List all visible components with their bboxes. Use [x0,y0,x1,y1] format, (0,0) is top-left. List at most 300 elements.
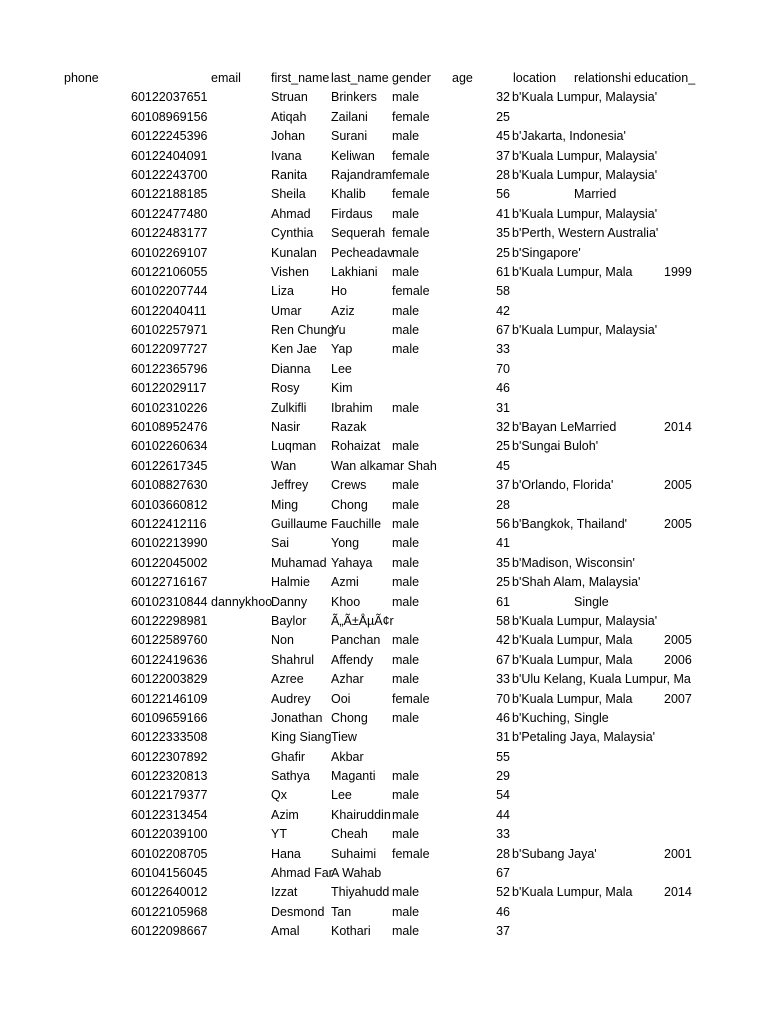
table-row [0,321,768,340]
cell-education: 2005 [664,633,692,648]
cell-phone: 60102257971 [131,323,208,338]
cell-email [211,127,271,146]
cell-gender: male [392,90,420,105]
cell-email [211,185,271,204]
table-row [0,786,768,805]
cell-email [211,786,271,805]
cell-education [634,244,726,263]
cell-gender: male [392,264,420,279]
cell-relationship [574,360,634,379]
cell-email [211,534,271,553]
header-phone: phone [64,71,99,85]
cell-gender: male [392,652,420,667]
cell-first-name: Ranita [271,167,308,182]
table-row [0,302,768,321]
cell-last-name: Azmi [331,575,359,590]
cell-first-name: Dianna [271,361,311,376]
table-row [0,806,768,825]
cell-age: 32 [496,420,510,435]
cell-age: 61 [496,264,510,279]
cell-last-name: Rohaizat [331,439,381,454]
cell-location: b'Kuching, [512,710,570,725]
cell-last-name: Ooi [331,691,351,706]
cell-last-name: Khalib [331,187,366,202]
cell-last-name: Kim [331,381,353,396]
cell-gender: male [392,904,420,919]
cell-gender: female [392,109,430,124]
cell-education [634,302,726,321]
table-row [0,728,768,747]
cell-email [211,883,271,902]
cell-relationship [574,670,634,689]
cell-location: b'Kuala Lumpur, Malaysia' [512,167,658,182]
cell-age: 37 [496,924,510,939]
cell-gender [392,360,452,379]
cell-phone: 60102269107 [131,245,208,260]
table-row [0,612,768,631]
cell-first-name: Danny [271,594,308,609]
cell-phone: 60122419636 [131,652,208,667]
cell-education [634,806,726,825]
cell-relationship [574,399,634,418]
cell-location: b'Bayan Le [512,420,575,435]
cell-gender: male [392,827,420,842]
cell-email [211,166,271,185]
cell-gender: male [392,303,420,318]
table-row [0,88,768,107]
table-row [0,631,768,650]
cell-relationship [574,825,634,844]
cell-gender: male [392,439,420,454]
table-row [0,166,768,185]
header-last-name: last_name [331,71,389,85]
cell-email [211,651,271,670]
cell-first-name: Vishen [271,264,309,279]
cell-phone: 60122483177 [131,226,208,241]
cell-location: b'Kuala Lumpur, Malaysia' [512,323,658,338]
cell-age: 41 [496,536,510,551]
cell-last-name: Razak [331,420,367,435]
cell-first-name: Ahmad Far [271,866,333,881]
cell-phone: 60122243700 [131,167,208,182]
cell-phone: 60122245396 [131,129,208,144]
cell-relationship: Married [574,420,617,435]
cell-phone: 60122098667 [131,924,208,939]
cell-relationship [574,864,634,883]
cell-email [211,825,271,844]
cell-gender: male [392,807,420,822]
cell-first-name: YT [271,827,287,842]
cell-gender: male [392,129,420,144]
table-row [0,340,768,359]
cell-relationship [574,631,634,650]
cell-relationship [574,127,634,146]
cell-last-name: Cheah [331,827,368,842]
cell-gender [392,728,452,747]
cell-relationship [574,108,634,127]
cell-email [211,922,271,941]
cell-age: 28 [496,497,510,512]
cell-phone: 60122037651 [131,90,208,105]
cell-gender: male [392,633,420,648]
cell-email [211,554,271,573]
cell-location: b'Orlando, Florida' [512,478,614,493]
cell-education [634,593,726,612]
cell-relationship [574,554,634,573]
cell-first-name: Kunalan [271,245,317,260]
cell-last-name: Tan [331,904,352,919]
cell-last-name: Surani [331,129,368,144]
cell-relationship [574,651,634,670]
header-education: education_ [634,71,696,85]
cell-gender: male [392,342,420,357]
header-age: age [452,71,473,85]
cell-last-name: Affendy [331,652,374,667]
cell-last-name: Maganti [331,769,376,784]
cell-last-name: Firdaus [331,206,373,221]
cell-first-name: Umar [271,303,302,318]
cell-education: 2014 [664,420,692,435]
cell-education [634,127,726,146]
cell-phone: 60108969156 [131,109,208,124]
cell-relationship [574,457,634,476]
cell-relationship [574,379,634,398]
table-body [0,88,768,941]
cell-last-name: Kothari [331,924,371,939]
cell-relationship [574,205,634,224]
cell-email [211,321,271,340]
cell-location: b'Bangkok, Thailand' [512,516,628,531]
cell-age: 33 [496,827,510,842]
cell-education [634,360,726,379]
cell-first-name: Sai [271,536,290,551]
cell-age: 67 [496,866,510,881]
cell-education [634,340,726,359]
cell-email [211,845,271,864]
cell-first-name: Wan [271,458,297,473]
cell-first-name: Liza [271,284,294,299]
cell-email [211,224,271,243]
cell-education [634,922,726,941]
table-row [0,903,768,922]
cell-gender [392,379,452,398]
cell-first-name: Guillaume [271,516,328,531]
cell-phone: 60102213990 [131,536,208,551]
cell-relationship [574,728,634,747]
cell-last-name: Pecheadav [331,245,394,260]
cell-relationship [574,496,634,515]
cell-first-name: Jonathan [271,710,323,725]
cell-last-name: Lee [331,788,352,803]
cell-education [634,205,726,224]
cell-gender [392,457,452,476]
cell-relationship [574,612,634,631]
cell-last-name: Khairuddin [331,807,391,822]
cell-phone: 60122333508 [131,730,208,745]
cell-email [211,515,271,534]
table-row [0,360,768,379]
table-row [0,185,768,204]
cell-phone: 60122716167 [131,575,208,590]
cell-age: 25 [496,245,510,260]
table-row [0,922,768,941]
cell-age: 54 [496,788,510,803]
cell-phone: 60122298981 [131,613,208,628]
cell-first-name: Ming [271,497,299,512]
cell-last-name: Suhaimi [331,846,377,861]
cell-gender: male [392,924,420,939]
table-row [0,205,768,224]
cell-gender [392,418,452,437]
cell-last-name: Chong [331,710,368,725]
cell-education [634,825,726,844]
cell-location: b'Petaling Jaya, Malaysia' [512,730,656,745]
cell-first-name: Ahmad [271,206,311,221]
cell-last-name: Panchan [331,633,381,648]
table-row [0,147,768,166]
cell-phone: 60122105968 [131,904,208,919]
cell-first-name: Qx [271,788,287,803]
cell-last-name: Ã„Ã±ÅµÃ¢r [331,613,394,628]
cell-first-name: Halmie [271,575,310,590]
cell-age: 41 [496,206,510,221]
cell-last-name: Thiyahudd [331,885,390,900]
cell-age: 55 [496,749,510,764]
table-row [0,767,768,786]
cell-age: 42 [496,633,510,648]
cell-email [211,806,271,825]
table-row [0,845,768,864]
cell-relationship [574,883,634,902]
cell-education [634,903,726,922]
cell-education: 1999 [664,264,692,279]
cell-phone: 60122003829 [131,672,208,687]
cell-relationship [574,515,634,534]
cell-age: 70 [496,691,510,706]
cell-first-name: Azim [271,807,299,822]
cell-age: 28 [496,167,510,182]
cell-location: b'Kuala Lumpur, Mala [512,885,633,900]
cell-education [634,554,726,573]
cell-education [634,767,726,786]
cell-age: 37 [496,148,510,163]
cell-last-name: Crews [331,478,367,493]
cell-age: 58 [496,613,510,628]
cell-relationship [574,690,634,709]
cell-location: b'Shah Alam, Malaysia' [512,575,641,590]
cell-education [634,88,726,107]
cell-location: b'Ulu Kelang, Kuala Lumpur, Ma [512,672,691,687]
cell-age: 45 [496,129,510,144]
cell-phone: 60103660812 [131,497,208,512]
cell-first-name: Azree [271,672,304,687]
cell-phone: 60104156045 [131,866,208,881]
cell-first-name: Jeffrey [271,478,309,493]
cell-email [211,709,271,728]
cell-first-name: Muhamad [271,555,327,570]
cell-gender [392,612,452,631]
cell-phone: 60122097727 [131,342,208,357]
table-row [0,709,768,728]
table-row [0,399,768,418]
cell-gender: male [392,788,420,803]
table-row [0,534,768,553]
cell-relationship [574,922,634,941]
cell-last-name: Yahaya [331,555,373,570]
cell-relationship [574,224,634,243]
cell-first-name: Atiqah [271,109,307,124]
cell-first-name: Luqman [271,439,317,454]
cell-relationship [574,573,634,592]
table-row [0,418,768,437]
cell-age: 45 [496,458,510,473]
cell-gender [392,864,452,883]
cell-education [634,108,726,127]
cell-education: 2005 [664,478,692,493]
cell-first-name: Hana [271,846,301,861]
table-row [0,515,768,534]
cell-relationship [574,437,634,456]
cell-gender: male [392,594,420,609]
cell-first-name: Ken Jae [271,342,317,357]
cell-phone: 60122589760 [131,633,208,648]
cell-email [211,379,271,398]
cell-last-name: A Wahab [331,866,382,881]
cell-relationship [574,302,634,321]
cell-email [211,399,271,418]
cell-relationship [574,476,634,495]
cell-phone: 60108827630 [131,478,208,493]
cell-education: 2014 [664,885,692,900]
cell-education [634,864,726,883]
cell-email [211,282,271,301]
table-row [0,282,768,301]
cell-location: b'Subang Jaya' [512,846,597,861]
cell-first-name: Sathya [271,769,310,784]
cell-age: 61 [496,594,510,609]
header-location: location [513,71,557,85]
cell-phone: 60122188185 [131,187,208,202]
table-row [0,825,768,844]
cell-first-name: Baylor [271,613,307,628]
cell-gender: male [392,536,420,551]
table-row [0,593,768,612]
cell-location: b'Kuala Lumpur, Mala [512,652,633,667]
cell-education [634,185,726,204]
cell-relationship [574,845,634,864]
cell-first-name: Struan [271,90,308,105]
cell-email [211,728,271,747]
cell-phone: 60102207744 [131,284,208,299]
cell-last-name: Yu [331,323,346,338]
cell-first-name: Ivana [271,148,302,163]
cell-gender: male [392,516,420,531]
cell-age: 67 [496,323,510,338]
spreadsheet-page [0,69,768,942]
cell-first-name: Cynthia [271,226,314,241]
table-row [0,108,768,127]
cell-phone: 60122039100 [131,827,208,842]
cell-education [634,728,726,747]
cell-relationship [574,282,634,301]
cell-age: 35 [496,226,510,241]
cell-email [211,748,271,767]
cell-phone: 60122106055 [131,264,208,279]
cell-gender: male [392,885,420,900]
cell-phone: 60102310844 [131,594,208,609]
cell-gender: female [392,148,430,163]
cell-first-name: Izzat [271,885,298,900]
cell-education [634,670,726,689]
cell-education [634,573,726,592]
cell-first-name: Amal [271,924,300,939]
cell-age: 31 [496,730,510,745]
cell-age: 33 [496,342,510,357]
cell-age: 56 [496,516,510,531]
cell-phone: 60122179377 [131,788,208,803]
cell-relationship [574,786,634,805]
cell-age: 46 [496,710,510,725]
cell-last-name: Brinkers [331,90,377,105]
cell-email [211,864,271,883]
cell-education [634,224,726,243]
cell-email [211,205,271,224]
cell-location: b'Kuala Lumpur, Mala [512,633,633,648]
cell-relationship [574,321,634,340]
cell-last-name: Wan alkamar Shah [331,458,437,473]
cell-last-name: Fauchille [331,516,382,531]
cell-location: b'Singapore' [512,245,581,260]
cell-last-name: Aziz [331,303,355,318]
cell-phone: 60122045002 [131,555,208,570]
table-row [0,883,768,902]
cell-first-name: Rosy [271,381,300,396]
cell-gender: male [392,323,420,338]
cell-education [634,399,726,418]
cell-age: 52 [496,885,510,900]
cell-relationship: Married [574,187,617,202]
table-row [0,127,768,146]
cell-last-name: Lakhiani [331,264,378,279]
cell-last-name: Azhar [331,672,364,687]
cell-phone: 60102260634 [131,439,208,454]
cell-last-name: Yap [331,342,353,357]
table-row [0,554,768,573]
cell-education [634,748,726,767]
cell-email [211,690,271,709]
cell-age: 46 [496,381,510,396]
cell-last-name: Ho [331,284,347,299]
cell-relationship [574,340,634,359]
cell-location: b'Kuala Lumpur, Mala [512,691,633,706]
cell-age: 44 [496,807,510,822]
cell-gender: male [392,575,420,590]
cell-age: 35 [496,555,510,570]
cell-gender: male [392,400,420,415]
cell-relationship: Single [574,710,609,725]
cell-age: 58 [496,284,510,299]
cell-location: b'Kuala Lumpur, Malaysia' [512,148,658,163]
cell-last-name: Zailani [331,109,368,124]
cell-last-name: Rajandram [331,167,393,182]
cell-age: 25 [496,439,510,454]
cell-relationship [574,806,634,825]
cell-gender: female [392,846,430,861]
table-row [0,651,768,670]
cell-education: 2005 [664,516,692,531]
cell-phone: 60102310226 [131,400,208,415]
cell-last-name: Ibrahim [331,400,373,415]
